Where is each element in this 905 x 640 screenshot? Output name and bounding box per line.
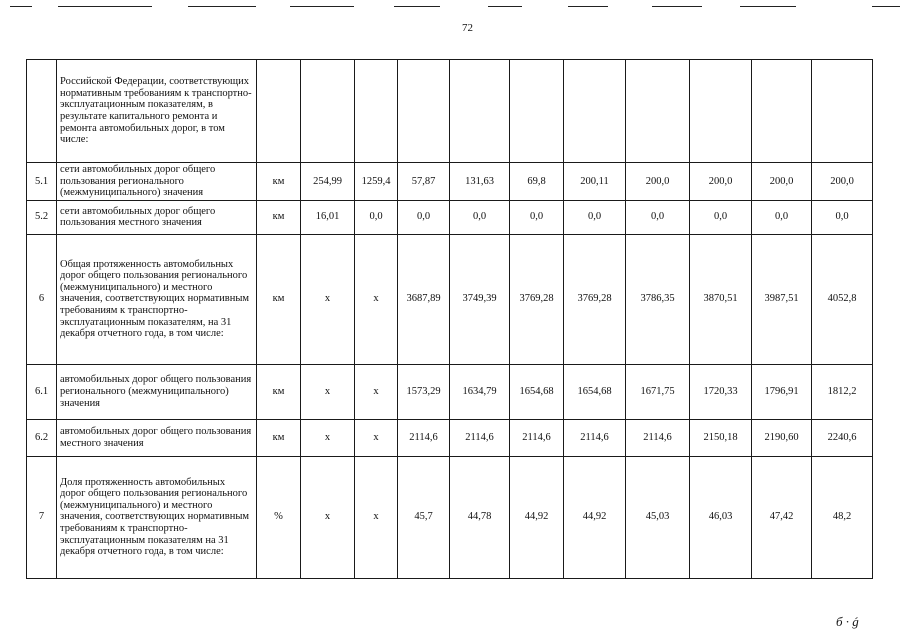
- row-value: 2114,6: [398, 419, 450, 456]
- row-value: х: [355, 419, 398, 456]
- row-value: 16,01: [301, 200, 355, 234]
- row-value: 1796,91: [752, 364, 812, 419]
- row-name: автомобильных дорог общего пользования местного значения: [57, 419, 257, 456]
- row-value: 0,0: [812, 200, 873, 234]
- row-value: [564, 60, 626, 163]
- row-value: 44,92: [510, 456, 564, 578]
- row-value: 0,0: [690, 200, 752, 234]
- row-value: 3786,35: [626, 234, 690, 364]
- row-value: [752, 60, 812, 163]
- row-unit: км: [257, 364, 301, 419]
- table-row: [27, 163, 873, 201]
- row-number: [27, 60, 57, 163]
- row-value: 48,2: [812, 456, 873, 578]
- row-number: 6.2: [27, 419, 57, 456]
- row-value: 200,0: [690, 163, 752, 201]
- row-value: 57,87: [398, 163, 450, 201]
- row-value: 3870,51: [690, 234, 752, 364]
- row-value: 1654,68: [564, 364, 626, 419]
- row-value: 2114,6: [564, 419, 626, 456]
- row-value: 3987,51: [752, 234, 812, 364]
- row-value: 200,0: [626, 163, 690, 201]
- row-value: 1634,79: [450, 364, 510, 419]
- row-value: х: [301, 234, 355, 364]
- row-value: [510, 60, 564, 163]
- indicators-table: [26, 59, 873, 579]
- row-number: 6.1: [27, 364, 57, 419]
- row-value: [690, 60, 752, 163]
- row-value: 1671,75: [626, 364, 690, 419]
- row-value: 0,0: [450, 200, 510, 234]
- row-value: 3769,28: [510, 234, 564, 364]
- row-value: 254,99: [301, 163, 355, 201]
- row-value: 46,03: [690, 456, 752, 578]
- row-value: х: [301, 419, 355, 456]
- row-value: 3687,89: [398, 234, 450, 364]
- row-number: 5.2: [27, 200, 57, 234]
- row-value: 0,0: [564, 200, 626, 234]
- row-value: 2114,6: [626, 419, 690, 456]
- row-name: сети автомобильных дорог общего пользования местного значения: [57, 200, 257, 234]
- row-number: 5.1: [27, 163, 57, 201]
- row-name: Общая протяженность автомобильных дорог общего пользования регионального (межмуниципального) и местного значения, соответствующих нормативным требованиям к транспортно-эксплуатационным показателям, на 31 декабря отчетного года, в том числе:: [57, 234, 257, 364]
- row-value: 2190,60: [752, 419, 812, 456]
- row-value: 200,0: [752, 163, 812, 201]
- row-value: [301, 60, 355, 163]
- row-value: х: [355, 364, 398, 419]
- row-value: х: [355, 234, 398, 364]
- row-value: 200,0: [812, 163, 873, 201]
- row-value: 44,78: [450, 456, 510, 578]
- row-unit: км: [257, 419, 301, 456]
- row-unit: км: [257, 163, 301, 201]
- signature-mark: б · ǵ: [836, 614, 859, 629]
- row-value: 2114,6: [450, 419, 510, 456]
- row-value: [450, 60, 510, 163]
- row-value: 1573,29: [398, 364, 450, 419]
- row-unit: %: [257, 456, 301, 578]
- table-row: [27, 364, 873, 419]
- row-value: 69,8: [510, 163, 564, 201]
- table-row: [27, 60, 873, 163]
- row-value: [398, 60, 450, 163]
- row-value: 0,0: [355, 200, 398, 234]
- row-number: 6: [27, 234, 57, 364]
- row-value: 3769,28: [564, 234, 626, 364]
- row-value: 1720,33: [690, 364, 752, 419]
- row-value: 45,7: [398, 456, 450, 578]
- page-number: 72: [462, 22, 473, 34]
- row-value: [355, 60, 398, 163]
- row-unit: км: [257, 234, 301, 364]
- row-value: 2150,18: [690, 419, 752, 456]
- row-value: 1259,4: [355, 163, 398, 201]
- row-value: 2240,6: [812, 419, 873, 456]
- row-number: 7: [27, 456, 57, 578]
- row-value: 47,42: [752, 456, 812, 578]
- row-value: 0,0: [626, 200, 690, 234]
- row-value: х: [301, 456, 355, 578]
- row-value: х: [301, 364, 355, 419]
- row-value: 45,03: [626, 456, 690, 578]
- row-value: 1812,2: [812, 364, 873, 419]
- row-name: Российской Федерации, соответствующих нормативным требованиям к транспортно-эксплуатационным показателям, в результате капитального ремонта и ремонта автомобильных дорог, в том числе:: [57, 60, 257, 163]
- row-value: 3749,39: [450, 234, 510, 364]
- row-unit: [257, 60, 301, 163]
- row-value: [812, 60, 873, 163]
- row-value: х: [355, 456, 398, 578]
- row-unit: км: [257, 200, 301, 234]
- row-value: 0,0: [510, 200, 564, 234]
- table-row: [27, 456, 873, 578]
- table-row: [27, 419, 873, 456]
- row-value: 131,63: [450, 163, 510, 201]
- row-value: 200,11: [564, 163, 626, 201]
- row-value: 0,0: [398, 200, 450, 234]
- row-value: 4052,8: [812, 234, 873, 364]
- row-value: 0,0: [752, 200, 812, 234]
- row-name: сети автомобильных дорог общего пользования регионального (межмуниципального) значения: [57, 163, 257, 201]
- row-name: Доля протяженность автомобильных дорог общего пользования регионального (межмуниципального) и местного значения, соответствующих нормативным требованиям к транспортно-эксплуатационным показателям на 31 декабря отчетного года, в том числе:: [57, 456, 257, 578]
- row-value: 2114,6: [510, 419, 564, 456]
- row-name: автомобильных дорог общего пользования регионального (межмуниципального) значения: [57, 364, 257, 419]
- table-row: [27, 234, 873, 364]
- row-value: 1654,68: [510, 364, 564, 419]
- row-value: 44,92: [564, 456, 626, 578]
- table-row: [27, 200, 873, 234]
- row-value: [626, 60, 690, 163]
